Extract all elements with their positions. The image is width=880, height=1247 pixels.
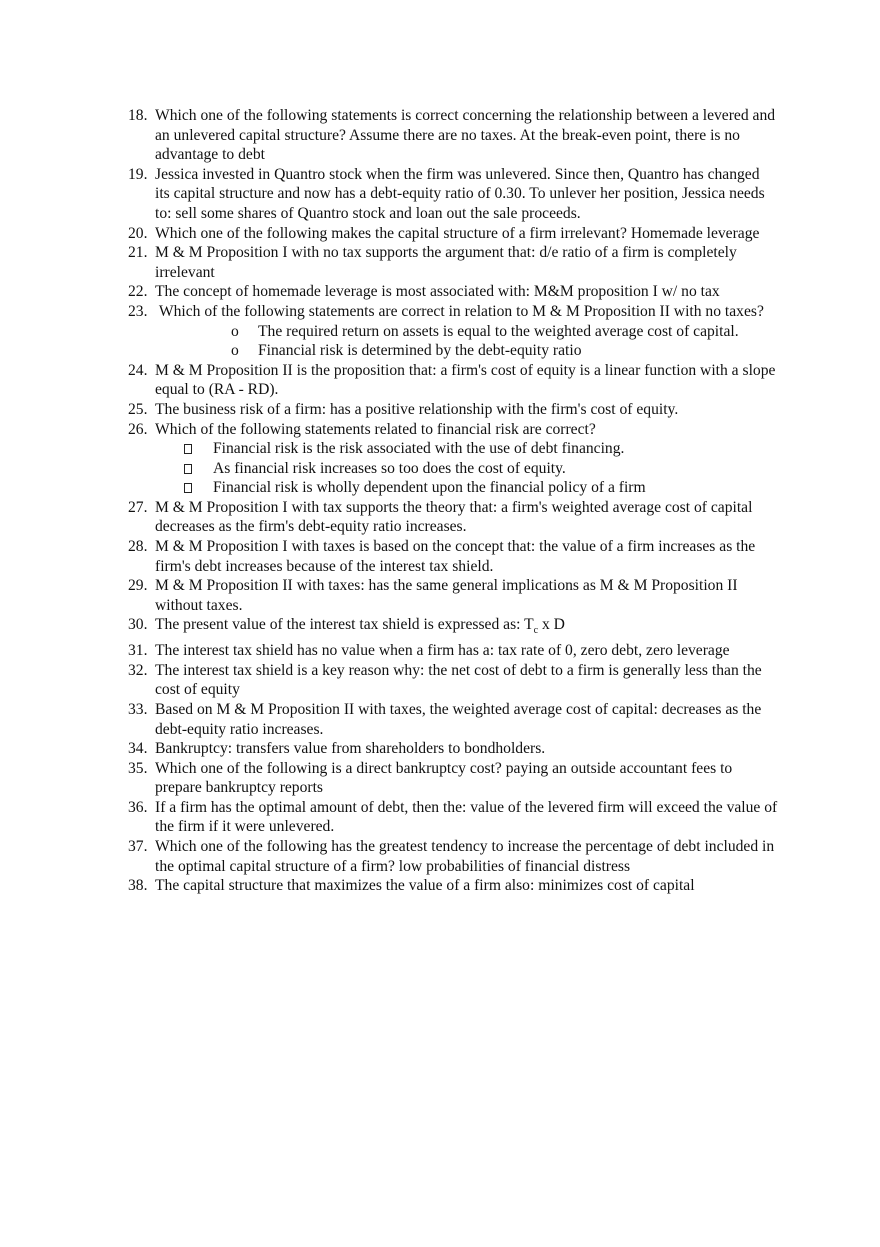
- sub-item: [128, 459, 778, 479]
- item-number: 24.: [128, 361, 148, 379]
- item-number: 27.: [128, 498, 148, 516]
- item-number: 36.: [128, 798, 148, 816]
- item-text-before: The present value of the interest tax shield is expressed as: T: [155, 616, 534, 634]
- item-number: 30.: [128, 616, 148, 634]
- item-text: M & M Proposition I with no tax supports the argument that: d/e ratio of a firm is completely irrelevant: [155, 244, 737, 281]
- item-text: M & M Proposition II with taxes: has the same general implications as M & M Proposition II without taxes.: [155, 577, 738, 614]
- list-item: [128, 537, 778, 576]
- item-text: M & M Proposition I with taxes is based on the concept that: the value of a firm increases as the firm's debt increases because of the interest tax shield.: [155, 538, 756, 575]
- item-number: 38.: [128, 877, 148, 895]
- item-text: Which one of the following is a direct bankruptcy cost? paying an outside accountant fees to prepare bankruptcy reports: [155, 759, 733, 797]
- list-item: [128, 243, 778, 282]
- item-number: 28.: [128, 538, 148, 556]
- bullet-o: o: [231, 342, 239, 360]
- sub-item: [128, 322, 778, 342]
- item-text-after: x D: [538, 616, 565, 634]
- list-item: [128, 361, 778, 400]
- list-item: [128, 739, 778, 759]
- item-text: The capital structure that maximizes the value of a firm also: minimizes cost of capital: [155, 877, 695, 895]
- list-item: [128, 876, 778, 896]
- sub-item: [128, 478, 778, 498]
- bullet-o: o: [231, 322, 239, 340]
- item-text: M & M Proposition II is the proposition that: a firm's cost of equity is a linear function with a slope equal to (RA - RD).: [155, 361, 776, 399]
- list-item: [128, 302, 778, 322]
- list-item: [128, 661, 778, 700]
- item-number: 26.: [128, 420, 148, 438]
- list-item: [128, 700, 778, 739]
- item-number: 19.: [128, 165, 148, 183]
- sub-item-text: Financial risk is determined by the debt-equity ratio: [258, 342, 582, 360]
- list-item: [128, 615, 778, 641]
- list-item: [128, 106, 778, 165]
- item-number: 23.: [128, 302, 148, 320]
- item-text: M & M Proposition I with tax supports the theory that: a firm's weighted average cost of capital decreases as the firm's debt-equity ratio increases.: [155, 498, 753, 536]
- item-text: The concept of homemade leverage is most associated with: M&M proposition I w/ no tax: [155, 283, 720, 301]
- list-item: [128, 282, 778, 302]
- item-number: 37.: [128, 838, 148, 856]
- item-number: 25.: [128, 400, 148, 418]
- item-number: 34.: [128, 740, 148, 758]
- list-item: [128, 837, 778, 876]
- item-text: Based on M & M Proposition II with taxes, the weighted average cost of capital: decreases as the debt-equity ratio increases.: [155, 700, 762, 738]
- list-item: [128, 165, 778, 224]
- item-number: 21.: [128, 244, 148, 262]
- item-text: Jessica invested in Quantro stock when the firm was unlevered. Since then, Quantro has changed its capital structure and now has a debt-equity ratio of 0.30. To unlever her position, Jessica needs to: sell some shares of Quantro stock and loan out the sale proceeds.: [155, 165, 765, 222]
- checkbox-square-icon: [184, 483, 192, 493]
- item-text: If a firm has the optimal amount of debt, then the: value of the levered firm will exceed the value of the firm if it were unlevered.: [155, 798, 778, 836]
- list-item: [128, 400, 778, 420]
- sub-item-text: Financial risk is wholly dependent upon the financial policy of a firm: [213, 479, 646, 497]
- question-list: [128, 106, 778, 896]
- item-number: 33.: [128, 700, 148, 718]
- checkbox-square-icon: [184, 464, 192, 474]
- item-text: Which one of the following statements is correct concerning the relationship between a levered and an unlevered capital structure? Assume there are no taxes. At the break-even point, there is no advantage to debt: [155, 107, 776, 164]
- sub-item: [128, 439, 778, 459]
- item-text: Which one of the following makes the capital structure of a firm irrelevant? Homemade leverage: [155, 224, 760, 242]
- item-text: Which of the following statements are correct in relation to M & M Proposition II with no taxes?: [155, 302, 764, 320]
- item-number: 18.: [128, 107, 148, 124]
- sub-item: [128, 341, 778, 361]
- item-text: The business risk of a firm: has a positive relationship with the firm's cost of equity.: [155, 400, 679, 418]
- list-item: [128, 224, 778, 244]
- item-number: 29.: [128, 577, 148, 595]
- list-item: [128, 641, 778, 661]
- item-number: 32.: [128, 661, 148, 679]
- item-number: 20.: [128, 224, 148, 242]
- item-text: The interest tax shield has no value when a firm has a: tax rate of 0, zero debt, zero leverage: [155, 642, 730, 660]
- sub-item-text: The required return on assets is equal to the weighted average cost of capital.: [258, 322, 739, 340]
- list-item: [128, 498, 778, 537]
- item-text: Which one of the following has the greatest tendency to increase the percentage of debt included in the optimal capital structure of a firm? low probabilities of financial distress: [155, 838, 775, 875]
- item-text-subscript: c: [533, 625, 539, 637]
- list-item: [128, 420, 778, 440]
- list-item: [128, 759, 778, 798]
- item-text: The interest tax shield is a key reason why: the net cost of debt to a firm is generally less than the cost of equity: [155, 661, 762, 699]
- item-number: 22.: [128, 283, 148, 301]
- sub-item-text: As financial risk increases so too does the cost of equity.: [213, 459, 566, 477]
- list-item: [128, 798, 778, 837]
- sub-item-text: Financial risk is the risk associated with the use of debt financing.: [213, 440, 625, 458]
- item-text: Which of the following statements related to financial risk are correct?: [155, 420, 596, 438]
- item-text: Bankruptcy: transfers value from shareholders to bondholders.: [155, 740, 546, 758]
- checkbox-square-icon: [184, 444, 192, 454]
- item-number: 31.: [128, 642, 148, 660]
- list-item: [128, 576, 778, 615]
- item-number: 35.: [128, 759, 148, 777]
